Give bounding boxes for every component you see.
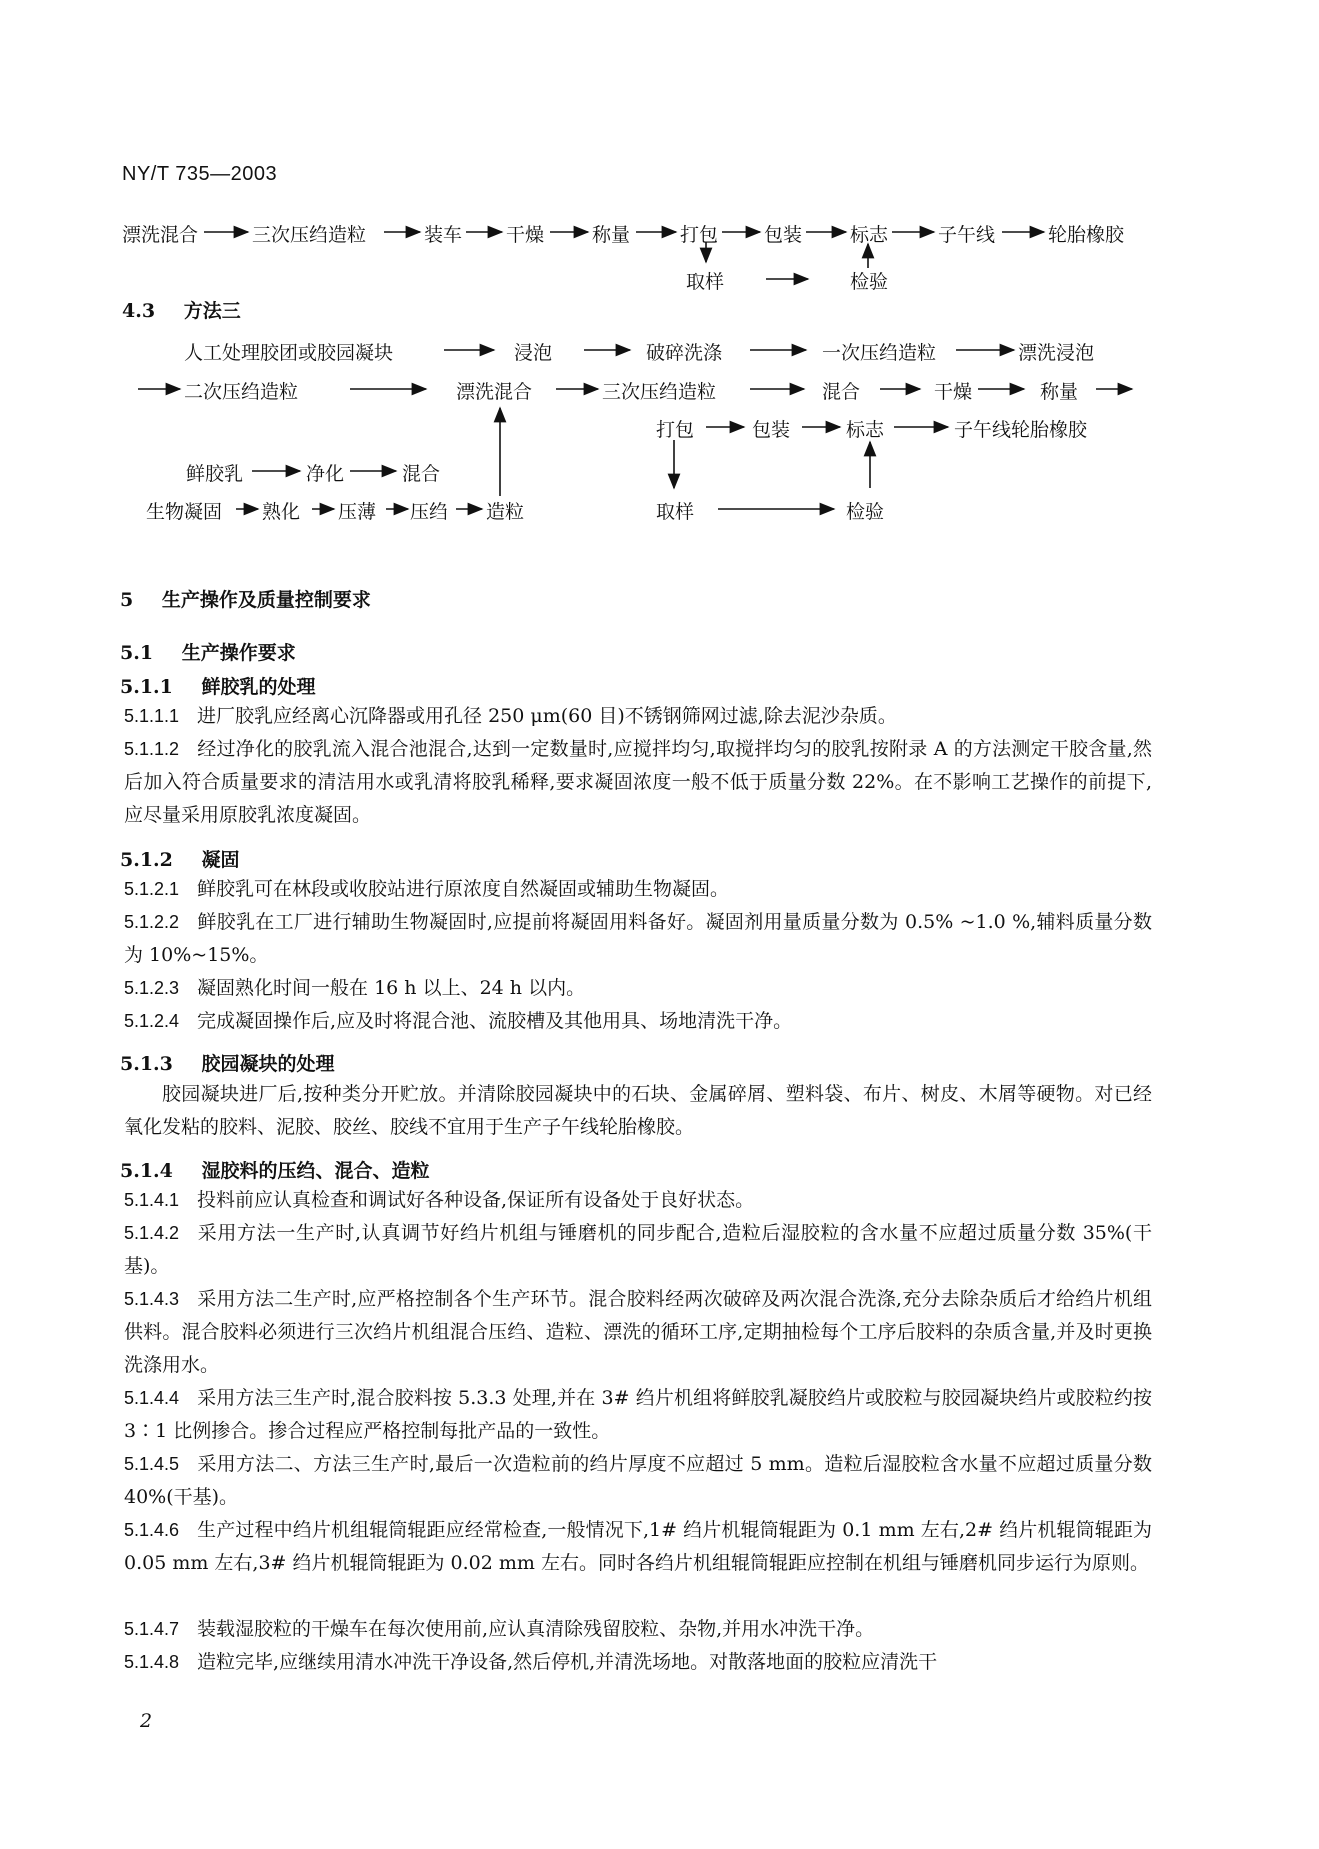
- method3-heading-no: 4.3: [122, 300, 156, 322]
- para-text: 采用方法三生产时,混合胶料按 5.3.3 处理,并在 3# 绉片机组将鲜胶乳凝胶绉片或胶粒与胶园凝块绉片或胶粒约按 3∶1 比例掺合。掺合过程应严格控制每批产品的一致性。: [124, 1387, 1152, 1442]
- flow1-step-7: 包装: [764, 224, 803, 246]
- para-text: 采用方法二、方法三生产时,最后一次造粒前的绉片厚度不应超过 5 mm。造粒后湿胶粒含水量不应超过质量分数 40%(干基)。: [124, 1453, 1152, 1508]
- para-5-1-4-8: [124, 1646, 1152, 1679]
- para-no: 5.1.4.7: [124, 1619, 180, 1639]
- para-no: 5.1.4.6: [124, 1520, 180, 1540]
- m3-r2-4: 混合: [822, 381, 861, 403]
- para-text: 进厂胶乳应经离心沉降器或用孔径 250 μm(60 目)不锈钢筛网过滤,除去泥沙杂质。: [197, 705, 897, 727]
- page-number: 2: [140, 1710, 153, 1732]
- m3-r5-2: 熟化: [262, 501, 301, 523]
- para-no: 5.1.2.4: [124, 1011, 180, 1031]
- section-5-1-3-title: 胶园凝块的处理: [201, 1053, 335, 1075]
- flow1-sample: 取样: [686, 271, 725, 293]
- para-text: 生产过程中绉片机组辊筒辊距应经常检查,一般情况下,1# 绉片机辊筒辊距为 0.1 mm 左右,2# 绉片机辊筒辊距为 0.05 mm 左右,3# 绉片机辊筒辊距为 0.02 mm 左右。同时各绉片机组辊筒辊距应控制在机组与锤磨机同步运行为原则。: [124, 1519, 1152, 1574]
- m3-r2-2: 漂洗混合: [456, 381, 533, 403]
- para-5-1-2-2: [124, 906, 1152, 972]
- para-5-1-4-7: [124, 1613, 1152, 1646]
- para-text: 凝固熟化时间一般在 16 h 以上、24 h 以内。: [197, 977, 586, 999]
- section-5-1-no: 5.1: [120, 642, 154, 664]
- para-5-1-4-6: [124, 1514, 1152, 1580]
- para-5-1-4-1: [124, 1184, 1152, 1217]
- flow1-step-6: 打包: [680, 224, 719, 246]
- para-5-1-4-2: [124, 1217, 1152, 1283]
- method3-heading-text: 方法三: [183, 300, 241, 322]
- para-no: 5.1.4.8: [124, 1652, 180, 1672]
- m3-r4-2: 净化: [306, 463, 345, 485]
- section-5-1-heading: [120, 638, 296, 665]
- section-5-1-1-no: 5.1.1: [120, 676, 173, 698]
- section-5-1-4-heading: [120, 1156, 430, 1183]
- section-5-1-1-heading: [120, 672, 316, 699]
- para-5-1-4-4: [124, 1382, 1152, 1448]
- section-5-1-2-no: 5.1.2: [120, 849, 173, 871]
- section-5-heading: [120, 585, 371, 612]
- para-5-1-3: 胶园凝块进厂后,按种类分开贮放。并清除胶园凝块中的石块、金属碎屑、塑料袋、布片、树皮、木屑等硬物。对已经氧化发粘的胶料、泥胶、胶丝、胶线不宜用于生产子午线轮胎橡胶。: [124, 1083, 1152, 1138]
- para-text: 完成凝固操作后,应及时将混合池、流胶槽及其他用具、场地清洗干净。: [197, 1010, 793, 1032]
- para-5-1-2-1: [124, 873, 1152, 906]
- para-5-1-4-5: [124, 1448, 1152, 1514]
- para-text: 装载湿胶粒的干燥车在每次使用前,应认真清除残留胶粒、杂物,并用水冲洗干净。: [197, 1618, 875, 1640]
- para-text: 投料前应认真检查和调试好各种设备,保证所有设备处于良好状态。: [197, 1189, 755, 1211]
- flow1-step-8: 标志: [850, 224, 889, 246]
- para-5-1-1-1: [124, 700, 1152, 733]
- m3-r3-4: 子午线轮胎橡胶: [954, 419, 1088, 441]
- para-no: 5.1.2.2: [124, 912, 180, 932]
- para-5-1-4-3: [124, 1283, 1152, 1382]
- m3-r2-5: 干燥: [934, 381, 973, 403]
- para-5-1-2-4: [124, 1005, 1152, 1038]
- para-no: 5.1.4.5: [124, 1454, 180, 1474]
- m3-r5-5: 造粒: [486, 501, 525, 523]
- m3-r5-1: 生物凝固: [146, 501, 223, 523]
- para-no: 5.1.1.1: [124, 706, 180, 726]
- para-no: 5.1.4.4: [124, 1388, 180, 1408]
- para-no: 5.1.4.1: [124, 1190, 180, 1210]
- section-5-1-title: 生产操作要求: [181, 642, 296, 664]
- flow1-step-9: 子午线: [938, 224, 996, 246]
- para-no: 5.1.4.2: [124, 1223, 180, 1243]
- m3-r1-5: 漂洗浸泡: [1018, 342, 1095, 364]
- m3-r4-1: 鲜胶乳: [186, 463, 244, 485]
- para-text: 鲜胶乳在工厂进行辅助生物凝固时,应提前将凝固用料备好。凝固剂用量质量分数为 0.5% ~1.0 %,辅料质量分数为 10%~15%。: [124, 911, 1152, 966]
- m3-r2-6: 称量: [1040, 381, 1079, 403]
- section-5-1-3-heading: [120, 1049, 335, 1076]
- section-5-1-1-title: 鲜胶乳的处理: [201, 676, 316, 698]
- para-text: 鲜胶乳可在林段或收胶站进行原浓度自然凝固或辅助生物凝固。: [197, 878, 730, 900]
- m3-r1-3: 破碎洗涤: [646, 342, 723, 364]
- para-no: 5.1.4.3: [124, 1289, 180, 1309]
- para-text: 经过净化的胶乳流入混合池混合,达到一定数量时,应搅拌均匀,取搅拌均匀的胶乳按附录 A 的方法测定干胶含量,然后加入符合质量要求的清洁用水或乳清将胶乳稀释,要求凝固浓度一般不低于质量分数 22%。在不影响工艺操作的前提下,应尽量采用原胶乳浓度凝固。: [124, 738, 1152, 826]
- flow1-step-2: 三次压绉造粒: [252, 224, 367, 246]
- standard-id: NY/T 735—2003: [122, 163, 278, 185]
- para-no: 5.1.2.1: [124, 879, 180, 899]
- section-5-1-3-no: 5.1.3: [120, 1053, 173, 1075]
- flow1-step-5: 称量: [592, 224, 631, 246]
- m3-r2-3: 三次压绉造粒: [602, 381, 717, 403]
- para-5-1-1-2: [124, 733, 1152, 832]
- para-5-1-2-3: [124, 972, 1152, 1005]
- m3-r4-3: 混合: [402, 463, 441, 485]
- m3-r2-1: 二次压绉造粒: [184, 381, 299, 403]
- section-5-1-2-heading: [120, 845, 240, 872]
- flow1-step-4: 干燥: [506, 224, 545, 246]
- m3-r5-6: 取样: [656, 501, 695, 523]
- m3-r5-3: 压薄: [338, 501, 377, 523]
- m3-r3-2: 包装: [752, 419, 791, 441]
- para-no: 5.1.1.2: [124, 739, 180, 759]
- m3-r1-2: 浸泡: [514, 342, 553, 364]
- flow1-step-10: 轮胎橡胶: [1048, 224, 1125, 246]
- section-5-1-2-title: 凝固: [201, 849, 240, 871]
- flow1-step-3: 装车: [424, 224, 463, 246]
- flow1-step-1: 漂洗混合: [122, 224, 199, 246]
- m3-r3-3: 标志: [846, 419, 885, 441]
- section-5-1-4-no: 5.1.4: [120, 1160, 173, 1182]
- section-5-title: 生产操作及质量控制要求: [161, 589, 371, 611]
- flow1-inspect: 检验: [850, 271, 889, 293]
- para-text: 造粒完毕,应继续用清水冲洗干净设备,然后停机,并清洗场地。对散落地面的胶粒应清洗干: [197, 1651, 938, 1673]
- m3-r5-7: 检验: [846, 501, 885, 523]
- m3-r1-4: 一次压绉造粒: [822, 342, 937, 364]
- para-text: 采用方法一生产时,认真调节好绉片机组与锤磨机的同步配合,造粒后湿胶粒的含水量不应超过质量分数 35%(干基)。: [124, 1222, 1152, 1277]
- method3-heading: [122, 296, 241, 323]
- m3-r1-1: 人工处理胶团或胶园凝块: [184, 342, 394, 364]
- m3-r3-1: 打包: [656, 419, 695, 441]
- m3-r5-4: 压绉: [410, 501, 449, 523]
- section-5-1-4-title: 湿胶料的压绉、混合、造粒: [201, 1160, 430, 1182]
- section-5-no: 5: [120, 589, 134, 611]
- para-no: 5.1.2.3: [124, 978, 180, 998]
- para-text: 采用方法二生产时,应严格控制各个生产环节。混合胶料经两次破碎及两次混合洗涤,充分去除杂质后才给绉片机组供料。混合胶料必须进行三次绉片机组混合压绉、造粒、漂洗的循环工序,定期抽检每个工序后胶料的杂质含量,并及时更换洗涤用水。: [124, 1288, 1152, 1376]
